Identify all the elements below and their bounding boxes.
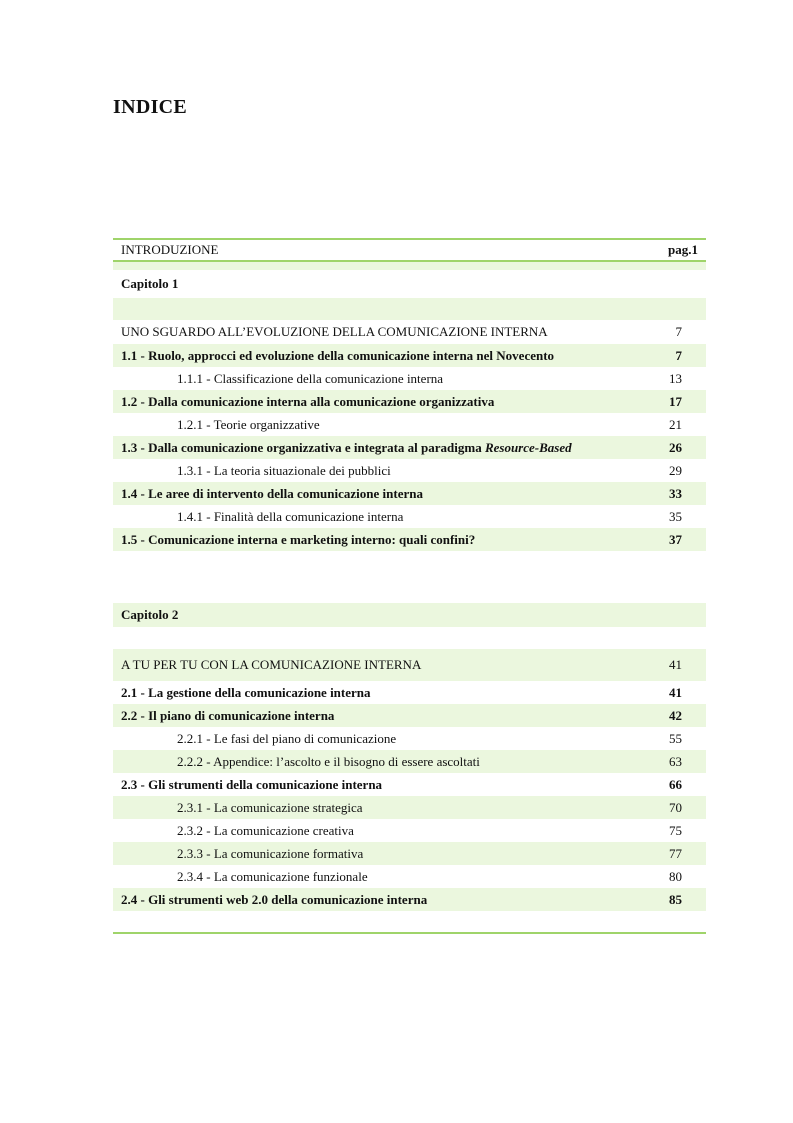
toc-row[interactable]	[113, 528, 706, 551]
toc-page: 41	[669, 684, 682, 700]
toc-label: 2.2.2 - Appendice: l’ascolto e il bisogno di essere ascoltati	[177, 753, 480, 769]
toc-page: 80	[669, 868, 682, 884]
chapter-1-heading	[113, 270, 706, 298]
toc-row[interactable]	[113, 459, 706, 482]
toc-page: 85	[669, 891, 682, 907]
toc-page: pag.1	[668, 242, 698, 257]
toc-label: A TU PER TU CON LA COMUNICAZIONE INTERNA	[121, 657, 422, 672]
toc-label: UNO SGUARDO ALL’EVOLUZIONE DELLA COMUNICAZIONE INTERNA	[121, 324, 548, 339]
green-spacer	[113, 298, 706, 320]
toc-page: 77	[669, 845, 682, 861]
toc-row[interactable]	[113, 482, 706, 505]
page-title: INDICE	[113, 96, 188, 118]
toc-label: 1.1 - Ruolo, approcci ed evoluzione della comunicazione interna nel Novecento	[121, 347, 555, 363]
toc-page: 26	[669, 439, 682, 455]
toc-page: 70	[669, 799, 682, 815]
toc-label: 2.3 - Gli strumenti della comunicazione interna	[121, 776, 383, 792]
toc-label: 1.5 - Comunicazione interna e marketing interno: quali confini?	[121, 531, 476, 547]
toc-page: 33	[669, 485, 682, 501]
toc-row[interactable]	[113, 704, 706, 727]
toc-row[interactable]	[113, 750, 706, 773]
toc-row[interactable]	[113, 842, 706, 865]
toc-page: 63	[669, 753, 682, 769]
toc-page: 17	[669, 393, 682, 409]
toc-row[interactable]	[113, 819, 706, 842]
toc-page: 55	[669, 730, 682, 746]
toc-label: 2.1 - La gestione della comunicazione interna	[121, 684, 371, 700]
toc-row[interactable]	[113, 727, 706, 750]
toc-page: 35	[669, 508, 682, 524]
toc-page: 13	[669, 370, 682, 386]
chapter-2-heading	[113, 603, 706, 627]
section-spacer	[113, 551, 706, 603]
toc-label: 1.2.1 - Teorie organizzative	[177, 416, 320, 432]
toc-page: 75	[669, 822, 682, 838]
chapter-heading-label: Capitolo 2	[121, 607, 179, 622]
toc-label: 2.3.3 - La comunicazione formativa	[177, 845, 364, 861]
section-spacer	[113, 627, 706, 649]
toc-label: 2.3.4 - La comunicazione funzionale	[177, 868, 368, 884]
chapter-2-title-row[interactable]	[113, 649, 706, 681]
chapter-heading-label: Capitolo 1	[121, 276, 179, 291]
toc-row[interactable]	[113, 505, 706, 528]
toc-label: 2.4 - Gli strumenti web 2.0 della comunicazione interna	[121, 891, 428, 907]
toc-page: 41	[669, 657, 682, 672]
toc-row[interactable]	[113, 390, 706, 413]
toc-label: 1.1.1 - Classificazione della comunicazione interna	[177, 370, 444, 386]
toc-label	[121, 440, 572, 456]
toc-row[interactable]	[113, 436, 706, 459]
toc-row[interactable]	[113, 413, 706, 436]
toc-label: 1.3.1 - La teoria situazionale dei pubblici	[177, 462, 391, 478]
toc-label: 1.4.1 - Finalità della comunicazione interna	[177, 508, 404, 524]
toc-row[interactable]	[113, 865, 706, 888]
toc-page: 29	[669, 462, 682, 478]
toc-label-prefix: 1.3 - Dalla comunicazione organizzativa e integrata al paradigma	[121, 439, 485, 455]
toc-row[interactable]	[113, 367, 706, 390]
toc-label: 2.3.1 - La comunicazione strategica	[177, 799, 363, 815]
toc-row[interactable]	[113, 681, 706, 704]
toc-label-italic: Resource-Based	[484, 439, 572, 455]
toc-label: 1.2 - Dalla comunicazione interna alla comunicazione organizzativa	[121, 393, 495, 409]
toc-row[interactable]	[113, 344, 706, 367]
toc-page: 7	[675, 324, 682, 339]
toc-label: 2.3.2 - La comunicazione creativa	[177, 822, 354, 838]
toc-label: 2.2.1 - Le fasi del piano di comunicazione	[177, 730, 397, 746]
toc-label: 2.2 - Il piano di comunicazione interna	[121, 707, 335, 723]
green-band	[113, 262, 706, 270]
chapter-1-title-row[interactable]	[113, 320, 706, 344]
toc-bottom-rule	[113, 932, 706, 934]
toc-page: 21	[669, 416, 682, 432]
toc-page: 42	[669, 707, 682, 723]
toc-row[interactable]	[113, 773, 706, 796]
toc-label: 1.4 - Le aree di intervento della comunicazione interna	[121, 485, 423, 501]
toc-page: 37	[669, 531, 682, 547]
toc-label: INTRODUZIONE	[121, 242, 219, 257]
toc-page: 66	[669, 776, 682, 792]
toc-page: 7	[675, 347, 682, 363]
toc-row-introduction[interactable]	[113, 240, 706, 262]
toc-row[interactable]	[113, 888, 706, 911]
toc-row[interactable]	[113, 796, 706, 819]
table-of-contents	[113, 238, 706, 911]
